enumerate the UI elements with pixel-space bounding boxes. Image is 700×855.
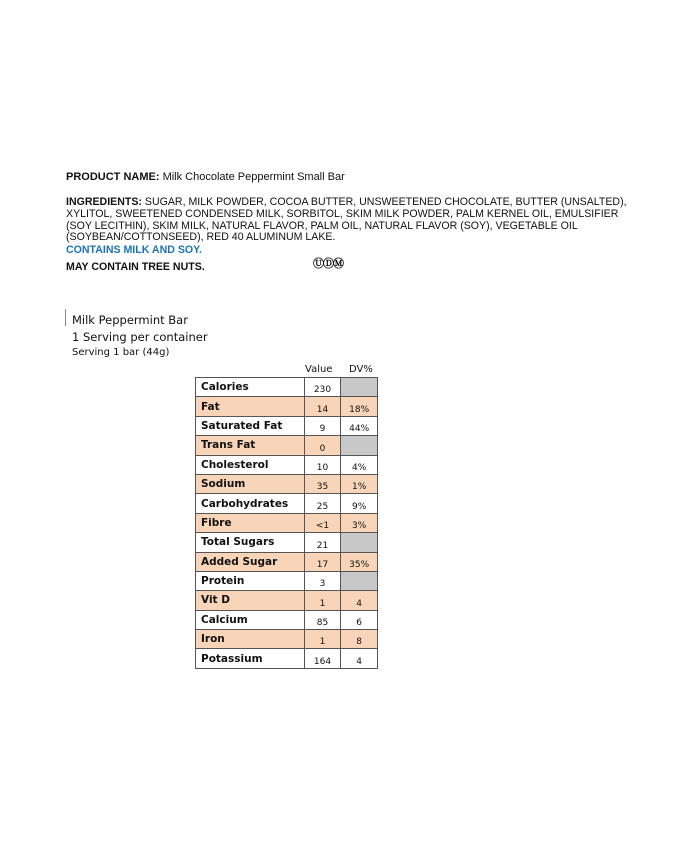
nutrition-row: [196, 494, 378, 513]
nutrient-name: Fat: [196, 397, 305, 416]
nutrient-dv: [341, 571, 378, 590]
nutrition-row: [196, 397, 378, 416]
nutrition-row: [196, 455, 378, 474]
nutrition-title: Milk Peppermint Bar: [72, 313, 188, 327]
nutrient-value: 17: [304, 552, 341, 571]
nutrient-value: 10: [304, 455, 341, 474]
nutrient-dv: 3%: [341, 513, 378, 532]
nutrient-dv: 4: [341, 649, 378, 668]
nutrient-name: Potassium: [196, 649, 305, 668]
nutrient-dv: 4%: [341, 455, 378, 474]
product-name-label: PRODUCT NAME:: [66, 171, 160, 183]
nutrient-name: Added Sugar: [196, 552, 305, 571]
nutrient-value: 25: [304, 494, 341, 513]
value-column-header: Value: [305, 364, 333, 375]
nutrition-row: [196, 533, 378, 552]
product-name-line: [66, 171, 345, 183]
contains-allergens: CONTAINS MILK AND SOY.: [66, 244, 202, 256]
nutrient-dv: 18%: [341, 397, 378, 416]
servings-per-container: 1 Serving per container: [72, 330, 208, 344]
nutrient-dv: 44%: [341, 416, 378, 435]
nutrient-name: Calcium: [196, 610, 305, 629]
nutrient-name: Carbohydrates: [196, 494, 305, 513]
nutrient-name: Cholesterol: [196, 455, 305, 474]
nutrient-dv: [341, 378, 378, 397]
dv-column-header: DV%: [349, 364, 373, 375]
nutrition-row: [196, 378, 378, 397]
nutrient-value: 9: [304, 416, 341, 435]
nutrient-value: 14: [304, 397, 341, 416]
nutrition-row: [196, 436, 378, 455]
nutrient-value: 0: [304, 436, 341, 455]
nutrient-name: Protein: [196, 571, 305, 590]
nutrient-dv: 35%: [341, 552, 378, 571]
nutrient-name: Sodium: [196, 474, 305, 493]
certification-icons: ⓊⒹⓂ: [313, 258, 343, 270]
nutrition-row: [196, 649, 378, 668]
nutrient-value: 1: [304, 591, 341, 610]
nutrient-name: Iron: [196, 630, 305, 649]
nutrient-name: Fibre: [196, 513, 305, 532]
nutrition-row: [196, 552, 378, 571]
nutrient-name: Total Sugars: [196, 533, 305, 552]
nutrient-dv: 6: [341, 610, 378, 629]
product-name: Milk Chocolate Peppermint Small Bar: [162, 171, 345, 183]
nutrient-name: Trans Fat: [196, 436, 305, 455]
nutrient-dv: 4: [341, 591, 378, 610]
nutrient-value: 164: [304, 649, 341, 668]
nutrient-name: Vit D: [196, 591, 305, 610]
ingredients-text: SUGAR, MILK POWDER, COCOA BUTTER, UNSWEETENED CHOCOLATE, BUTTER (UNSALTED), XYLITOL, SWEETENED CONDENSED MILK, SORBITOL, SKIM MILK POWDER, PALM KERNEL OIL, EMULSIFIER (SOY LECITHIN), SKIM MILK, NATURAL FLAVOR, PALM OIL, NATURAL FLAVOR (SOY), VEGETABLE OIL (SOYBEAN/COTTONSEED), RED 40 ALUMINUM LAKE.: [66, 196, 627, 244]
nutrient-name: Calories: [196, 378, 305, 397]
ingredients-paragraph: [66, 197, 636, 244]
nutrient-value: 1: [304, 630, 341, 649]
may-contain-allergens: MAY CONTAIN TREE NUTS.: [66, 261, 205, 273]
nutrition-row: [196, 513, 378, 532]
nutrient-dv: 8: [341, 630, 378, 649]
nutrient-value: 3: [304, 571, 341, 590]
ingredients-label: INGREDIENTS:: [66, 196, 142, 208]
nutrient-dv: 1%: [341, 474, 378, 493]
nutrition-table: [195, 377, 378, 669]
nutrient-name: Saturated Fat: [196, 416, 305, 435]
nutrition-row: [196, 591, 378, 610]
text-cursor-line: [65, 309, 66, 326]
nutrition-row: [196, 474, 378, 493]
nutrition-row: [196, 630, 378, 649]
nutrient-dv: 9%: [341, 494, 378, 513]
serving-size: Serving 1 bar (44g): [72, 347, 170, 358]
nutrient-value: 230: [304, 378, 341, 397]
nutrient-dv: [341, 533, 378, 552]
nutrition-row: [196, 571, 378, 590]
nutrition-row: [196, 610, 378, 629]
nutrient-value: 35: [304, 474, 341, 493]
nutrient-value: 85: [304, 610, 341, 629]
nutrient-dv: [341, 436, 378, 455]
nutrition-row: [196, 416, 378, 435]
nutrient-value: <1: [304, 513, 341, 532]
nutrient-value: 21: [304, 533, 341, 552]
